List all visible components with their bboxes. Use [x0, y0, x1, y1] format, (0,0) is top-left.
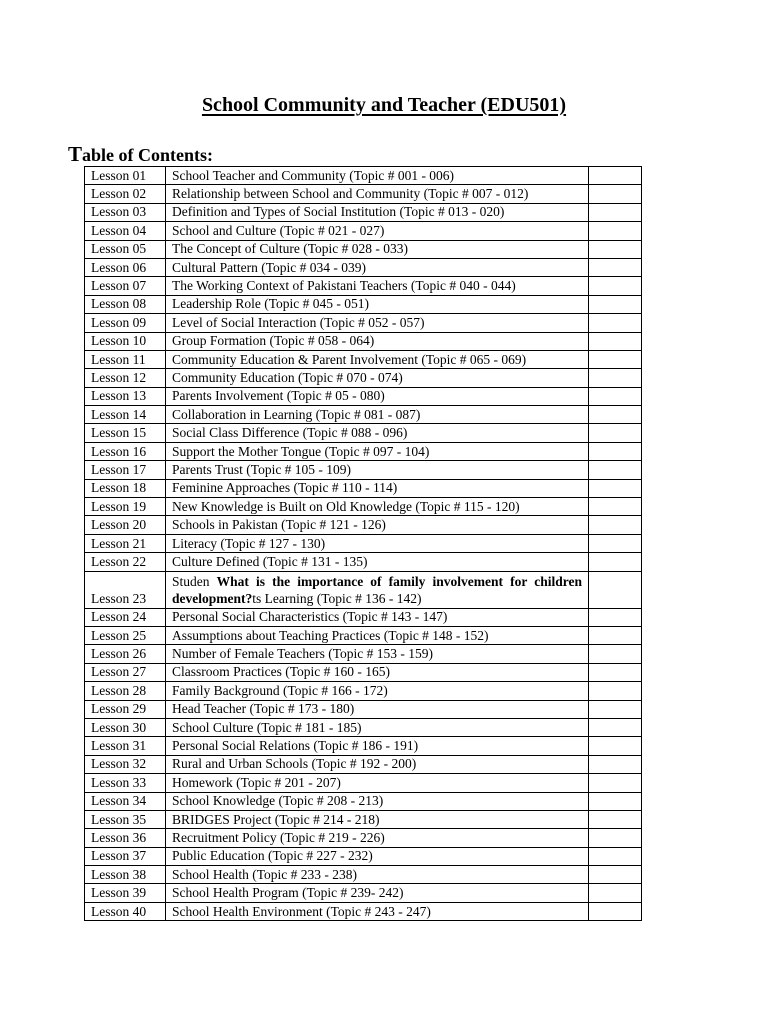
toc-page-number — [589, 277, 642, 295]
toc-lesson-title: Leadership Role (Topic # 045 - 051) — [166, 295, 589, 313]
toc-page-number — [589, 626, 642, 644]
toc-row — [85, 332, 642, 350]
toc-page-number — [589, 258, 642, 276]
toc-lesson-number: Lesson 25 — [85, 626, 166, 644]
toc-lesson-number: Lesson 40 — [85, 902, 166, 920]
toc-page-number — [589, 240, 642, 258]
toc-page-number — [589, 203, 642, 221]
toc-lesson-title: Assumptions about Teaching Practices (Topic # 148 - 152) — [166, 626, 589, 644]
toc-lesson-number: Lesson 23 — [85, 571, 166, 608]
toc-row — [85, 884, 642, 902]
toc-lesson-title: Social Class Difference (Topic # 088 - 096) — [166, 424, 589, 442]
toc-page-number — [589, 534, 642, 552]
toc-lesson-number: Lesson 11 — [85, 350, 166, 368]
toc-lesson-title: Classroom Practices (Topic # 160 - 165) — [166, 663, 589, 681]
toc-lesson-title — [166, 571, 589, 608]
toc-lesson-number: Lesson 36 — [85, 829, 166, 847]
toc-page-number — [589, 498, 642, 516]
toc-page-number — [589, 571, 642, 608]
toc-row — [85, 902, 642, 920]
toc-lesson-number: Lesson 10 — [85, 332, 166, 350]
toc-page-number — [589, 406, 642, 424]
toc-row — [85, 369, 642, 387]
toc-row — [85, 203, 642, 221]
toc-lesson-number: Lesson 30 — [85, 718, 166, 736]
toc-lesson-title: School Health Program (Topic # 239- 242) — [166, 884, 589, 902]
toc-page-number — [589, 314, 642, 332]
toc-lesson-number: Lesson 21 — [85, 534, 166, 552]
toc-page-number — [589, 222, 642, 240]
toc-lesson-number: Lesson 22 — [85, 553, 166, 571]
toc-row — [85, 755, 642, 773]
toc-lesson-title: Definition and Types of Social Institution (Topic # 013 - 020) — [166, 203, 589, 221]
toc-row — [85, 479, 642, 497]
toc-lesson-title: Collaboration in Learning (Topic # 081 - 087) — [166, 406, 589, 424]
toc-row — [85, 222, 642, 240]
toc-row — [85, 424, 642, 442]
toc-lesson-number: Lesson 28 — [85, 682, 166, 700]
toc-row — [85, 829, 642, 847]
toc-lesson-number: Lesson 27 — [85, 663, 166, 681]
toc-lesson-title: School Knowledge (Topic # 208 - 213) — [166, 792, 589, 810]
toc-lesson-title: Support the Mother Tongue (Topic # 097 - 104) — [166, 442, 589, 460]
toc-row — [85, 350, 642, 368]
toc-row — [85, 700, 642, 718]
toc-lesson-title: Family Background (Topic # 166 - 172) — [166, 682, 589, 700]
toc-page-number — [589, 755, 642, 773]
toc-row — [85, 185, 642, 203]
toc-page-number — [589, 810, 642, 828]
toc-page-number — [589, 442, 642, 460]
toc-title-part: Studen — [172, 573, 217, 589]
toc-page-number — [589, 553, 642, 571]
toc-lesson-number: Lesson 26 — [85, 645, 166, 663]
toc-row — [85, 608, 642, 626]
toc-row — [85, 516, 642, 534]
toc-row — [85, 553, 642, 571]
toc-lesson-number: Lesson 39 — [85, 884, 166, 902]
toc-lesson-title: Cultural Pattern (Topic # 034 - 039) — [166, 258, 589, 276]
toc-lesson-number: Lesson 12 — [85, 369, 166, 387]
toc-row — [85, 461, 642, 479]
toc-lesson-number: Lesson 35 — [85, 810, 166, 828]
toc-row — [85, 295, 642, 313]
toc-title-part: ts Learning (Topic # 136 - 142) — [252, 590, 422, 606]
toc-lesson-title: Literacy (Topic # 127 - 130) — [166, 534, 589, 552]
toc-page-number — [589, 479, 642, 497]
toc-lesson-title: Community Education & Parent Involvement (Topic # 065 - 069) — [166, 350, 589, 368]
document-title: School Community and Teacher (EDU501) — [201, 94, 567, 116]
toc-page-number — [589, 866, 642, 884]
toc-lesson-title: School Teacher and Community (Topic # 001 - 006) — [166, 167, 589, 185]
toc-row — [85, 314, 642, 332]
toc-row — [85, 240, 642, 258]
toc-lesson-title: Homework (Topic # 201 - 207) — [166, 774, 589, 792]
toc-lesson-title: School Health (Topic # 233 - 238) — [166, 866, 589, 884]
toc-row — [85, 258, 642, 276]
toc-row — [85, 774, 642, 792]
toc-lesson-number: Lesson 06 — [85, 258, 166, 276]
toc-lesson-title: School Health Environment (Topic # 243 - 247) — [166, 902, 589, 920]
toc-lesson-number: Lesson 05 — [85, 240, 166, 258]
toc-lesson-title: The Working Context of Pakistani Teachers (Topic # 040 - 044) — [166, 277, 589, 295]
toc-page-number — [589, 884, 642, 902]
toc-lesson-title: Community Education (Topic # 070 - 074) — [166, 369, 589, 387]
toc-lesson-title: Head Teacher (Topic # 173 - 180) — [166, 700, 589, 718]
toc-lesson-number: Lesson 14 — [85, 406, 166, 424]
toc-lesson-number: Lesson 31 — [85, 737, 166, 755]
toc-page-number — [589, 608, 642, 626]
toc-lesson-title: Level of Social Interaction (Topic # 052 - 057) — [166, 314, 589, 332]
toc-lesson-number: Lesson 19 — [85, 498, 166, 516]
toc-page-number — [589, 295, 642, 313]
toc-row — [85, 847, 642, 865]
toc-lesson-number: Lesson 04 — [85, 222, 166, 240]
toc-page-number — [589, 663, 642, 681]
toc-lesson-number: Lesson 38 — [85, 866, 166, 884]
toc-page-number — [589, 185, 642, 203]
toc-lesson-number: Lesson 20 — [85, 516, 166, 534]
toc-lesson-number: Lesson 08 — [85, 295, 166, 313]
toc-row — [85, 442, 642, 460]
toc-row — [85, 792, 642, 810]
toc-lesson-title: Rural and Urban Schools (Topic # 192 - 200) — [166, 755, 589, 773]
toc-page-number — [589, 718, 642, 736]
toc-lesson-title: Group Formation (Topic # 058 - 064) — [166, 332, 589, 350]
toc-row — [85, 167, 642, 185]
toc-lesson-title: Personal Social Relations (Topic # 186 - 191) — [166, 737, 589, 755]
toc-page-number — [589, 461, 642, 479]
toc-title-part: What is the importance of family involvement for children development? — [172, 573, 582, 606]
toc-lesson-number: Lesson 02 — [85, 185, 166, 203]
toc-page-number — [589, 167, 642, 185]
toc-row — [85, 571, 642, 608]
toc-lesson-number: Lesson 01 — [85, 167, 166, 185]
toc-page-number — [589, 847, 642, 865]
toc-row — [85, 406, 642, 424]
toc-page-number — [589, 774, 642, 792]
toc-row — [85, 645, 642, 663]
toc-lesson-title: School Culture (Topic # 181 - 185) — [166, 718, 589, 736]
toc-heading-initial: T — [68, 142, 83, 166]
toc-lesson-number: Lesson 13 — [85, 387, 166, 405]
toc-lesson-number: Lesson 03 — [85, 203, 166, 221]
toc-lesson-title: Recruitment Policy (Topic # 219 - 226) — [166, 829, 589, 847]
toc-page-number — [589, 792, 642, 810]
toc-row — [85, 718, 642, 736]
toc-lesson-title: BRIDGES Project (Topic # 214 - 218) — [166, 810, 589, 828]
toc-page-number — [589, 682, 642, 700]
toc-heading — [68, 142, 213, 167]
toc-row — [85, 277, 642, 295]
toc-lesson-number: Lesson 29 — [85, 700, 166, 718]
toc-lesson-number: Lesson 09 — [85, 314, 166, 332]
toc-page-number — [589, 350, 642, 368]
toc-row — [85, 682, 642, 700]
toc-row — [85, 498, 642, 516]
toc-lesson-number: Lesson 17 — [85, 461, 166, 479]
toc-lesson-number: Lesson 18 — [85, 479, 166, 497]
toc-page-number — [589, 737, 642, 755]
toc-lesson-title: Feminine Approaches (Topic # 110 - 114) — [166, 479, 589, 497]
toc-body — [85, 167, 642, 921]
toc-lesson-title: Culture Defined (Topic # 131 - 135) — [166, 553, 589, 571]
toc-page-number — [589, 829, 642, 847]
toc-table — [84, 166, 642, 921]
toc-row — [85, 810, 642, 828]
toc-lesson-title: Relationship between School and Community (Topic # 007 - 012) — [166, 185, 589, 203]
toc-page-number — [589, 516, 642, 534]
toc-page-number — [589, 369, 642, 387]
toc-row — [85, 534, 642, 552]
toc-page-number — [589, 387, 642, 405]
toc-row — [85, 737, 642, 755]
toc-lesson-title: New Knowledge is Built on Old Knowledge (Topic # 115 - 120) — [166, 498, 589, 516]
toc-row — [85, 387, 642, 405]
toc-page-number — [589, 424, 642, 442]
toc-page-number — [589, 332, 642, 350]
toc-lesson-number: Lesson 37 — [85, 847, 166, 865]
toc-lesson-title: Parents Involvement (Topic # 05 - 080) — [166, 387, 589, 405]
toc-lesson-title: Parents Trust (Topic # 105 - 109) — [166, 461, 589, 479]
toc-row — [85, 663, 642, 681]
toc-lesson-number: Lesson 07 — [85, 277, 166, 295]
toc-row — [85, 866, 642, 884]
toc-lesson-number: Lesson 15 — [85, 424, 166, 442]
toc-lesson-title: School and Culture (Topic # 021 - 027) — [166, 222, 589, 240]
toc-lesson-number: Lesson 16 — [85, 442, 166, 460]
toc-lesson-title: The Concept of Culture (Topic # 028 - 033) — [166, 240, 589, 258]
toc-row — [85, 626, 642, 644]
toc-lesson-title: Schools in Pakistan (Topic # 121 - 126) — [166, 516, 589, 534]
toc-lesson-title: Public Education (Topic # 227 - 232) — [166, 847, 589, 865]
toc-lesson-number: Lesson 34 — [85, 792, 166, 810]
toc-page-number — [589, 645, 642, 663]
toc-lesson-number: Lesson 24 — [85, 608, 166, 626]
toc-page-number — [589, 700, 642, 718]
toc-lesson-number: Lesson 33 — [85, 774, 166, 792]
toc-lesson-title: Personal Social Characteristics (Topic # 143 - 147) — [166, 608, 589, 626]
toc-heading-rest: able of Contents: — [82, 145, 214, 165]
toc-page-number — [589, 902, 642, 920]
toc-lesson-title: Number of Female Teachers (Topic # 153 - 159) — [166, 645, 589, 663]
toc-lesson-number: Lesson 32 — [85, 755, 166, 773]
